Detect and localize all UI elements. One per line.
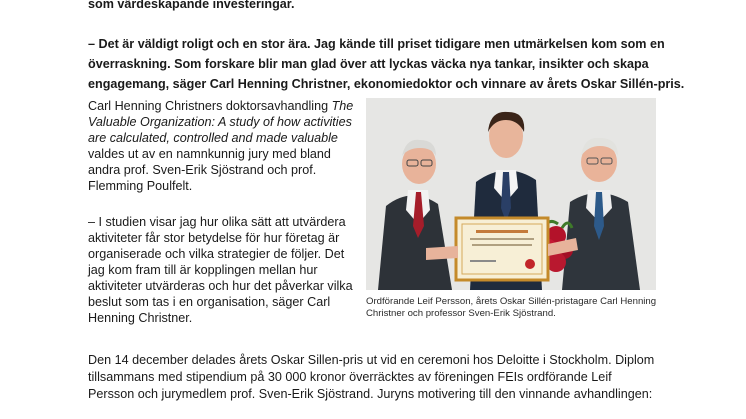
para1-after: valdes ut av en namnkunnig jury med bland andra prof. Sven-Erik Sjöstrand och prof. Flemming Poulfelt. <box>88 147 331 193</box>
award-photo-illustration <box>366 98 656 290</box>
photo-caption: Ordförande Leif Persson, årets Oskar Sillén-pristagare Carl Henning Christner och professor Sven-Erik Sjöstrand. <box>366 296 657 319</box>
para2-text: – I studien visar jag hur olika sätt att utvärdera aktiviteter får stor betydelse för hur företag är organiserade och vilka strategier de följer. Det jag kom fram till är kopplingen mellan hur aktiviteter utvärderas och hur det påverkar vilka beslut som tas i en organisation, säger Carl Henning Christner. <box>88 215 353 325</box>
quote-line-3: engagemang, säger Carl Henning Christner, ekonomiedoktor och vinnare av årets Oskar Sillén-pris. <box>88 77 685 91</box>
quote-line-2: överraskning. Som forskare blir man glad över att lyckas väcka nya tankar, insikter och skapa <box>88 57 649 71</box>
bottom-paragraph <box>88 352 668 403</box>
para1-before: Carl Henning Christners doktorsavhandling <box>88 99 332 113</box>
left-paragraph-1 <box>88 98 360 194</box>
quote-line-1: – Det är väldigt roligt och en stor ära. Jag kände till priset tidigare men utmärkelsen kom som en <box>88 37 665 51</box>
left-paragraph-2 <box>88 214 360 326</box>
thesis-title: The Valuable Organization: A study of how activities are calculated, controlled and made valuable <box>88 99 354 145</box>
award-photo <box>366 98 656 290</box>
bottom-line-1: Den 14 december delades årets Oskar Sillen-pris ut vid en ceremoni hos Deloitte i Stockholm. Diplom <box>88 353 655 367</box>
bottom-line-3: Persson och jurymedlem prof. Sven-Erik Sjöstrand. Juryns motivering till den vinnande avhandlingen: <box>88 387 653 401</box>
intro-tail: som värdeskapande investeringar. <box>88 0 295 11</box>
bottom-line-2: tillsammans med stipendium på 30 000 kronor överräcktes av föreningen FEIs ordförande Leif <box>88 370 612 384</box>
